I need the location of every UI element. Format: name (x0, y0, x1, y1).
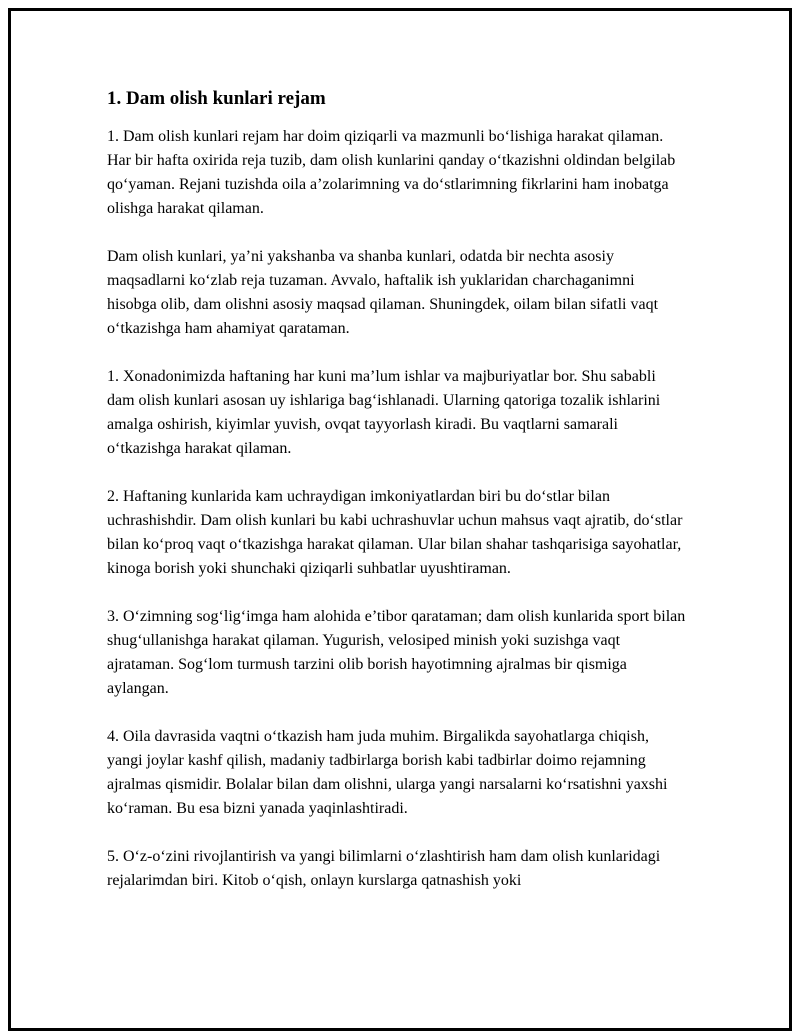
paragraph-weekend-goals: Dam olish kunlari, ya’ni yakshanba va shanba kunlari, odatda bir nechta asosiy maqsadlarni ko‘zlab reja tuzaman. Avvalo, haftalik ish yuklaridan charchaganimni hisobga olib, dam olishni asosiy maqsad qilaman. Shuningdek, oilam bilan sifatli vaqt o‘tkazishga ham ahamiyat qarataman. (107, 248, 659, 337)
paragraph-family: 4. Oila davrasida vaqtni o‘tkazish ham juda muhim. Birgalikda sayohatlarga chiqish, yangi joylar kashf qilish, madaniy tadbirlarga borish kabi tadbirlar doimo rejamning ajralmas qismidir. Bolalar bilan dam olishni, ularga yangi narsalarni ko‘rsatishni yaxshi ko‘raman. Bu esa bizni yanada yaqinlashtiradi. (107, 728, 668, 817)
document-title: 1. Dam olish kunlari rejam (107, 88, 326, 109)
paragraph-self-development: 5. O‘z-o‘zini rivojlantirish va yangi bilimlarni o‘zlashtirish ham dam olish kunlaridagi rejalarimdan biri. Kitob o‘qish, onlayn kurslarga qatnashish yoki (107, 848, 661, 889)
paragraph-friends: 2. Haftaning kunlarida kam uchraydigan imkoniyatlardan biri bu do‘stlar bilan uchrashishdir. Dam olish kunlari bu kabi uchrashuvlar uchun mahsus vaqt ajratib, do‘stlar bilan ko‘proq vaqt o‘tkazishga harakat qilaman. Ular bilan shahar tashqarisiga sayohatlar, kinoga borish yoki shunchaki qiziqarli suhbatlar uyushtiraman. (107, 488, 683, 577)
document-body (107, 87, 687, 917)
paragraph-intro: 1. Dam olish kunlari rejam har doim qiziqarli va mazmunli bo‘lishiga harakat qilaman. Har bir hafta oxirida reja tuzib, dam olish kunlarini qanday o‘tkazishni oldindan belgilab qo‘yaman. Rejani tuzishda oila a’zolarimning va do‘stlarimning fikrlarini ham inobatga olishga harakat qilaman. (107, 128, 676, 217)
paragraph-health: 3. O‘zimning sog‘lig‘imga ham alohida e’tibor qarataman; dam olish kunlarida sport bilan shug‘ullanishga harakat qilaman. Yugurish, velosiped minish yoki suzishga vaqt ajrataman. Sog‘lom turmush tarzini olib borish hayotimning ajralmas bir qismiga aylangan. (107, 608, 686, 697)
paragraph-household-chores: 1. Xonadonimizda haftaning har kuni ma’lum ishlar va majburiyatlar bor. Shu sababli dam olish kunlari asosan uy ishlariga bag‘ishlanadi. Ularning qatoriga tozalik ishlarini amalga oshirish, kiyimlar yuvish, ovqat tayyorlash kiradi. Bu vaqtlarni samarali o‘tkazishga harakat qilaman. (107, 368, 661, 457)
